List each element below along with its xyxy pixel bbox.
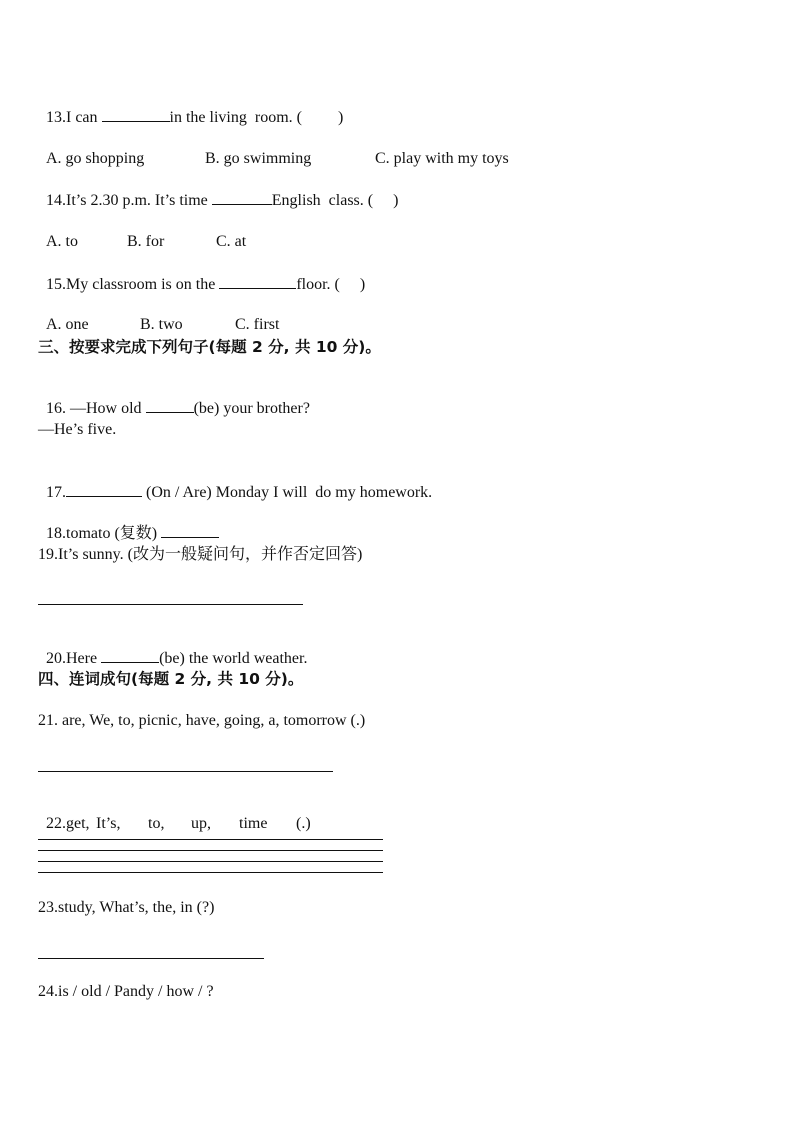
q13-options — [38, 129, 509, 169]
question-16-response: —He’s five. — [38, 421, 117, 438]
question-20 — [38, 628, 307, 669]
q13-option-c[interactable]: C. play with my toys — [375, 150, 509, 167]
question-19: 19.It’s sunny. (改为一般疑问句，并作否定回答) — [38, 546, 363, 563]
q15-option-b[interactable]: B. two — [140, 316, 183, 333]
q22-answer-line-3[interactable] — [38, 861, 383, 862]
q20-text-post: (be) the world weather. — [159, 650, 308, 667]
q22-word-6: (.) — [296, 815, 311, 832]
q14-option-a[interactable]: A. to — [46, 233, 78, 250]
q21-answer-line[interactable] — [38, 771, 333, 772]
q23-answer-line[interactable] — [38, 958, 264, 959]
q22-word-3: to, — [148, 815, 165, 832]
q16-text-pre: 16. —How old — [46, 400, 146, 417]
question-24: 24.is / old / Pandy / how / ? — [38, 983, 214, 1000]
q22-word-1: 22.get, — [46, 815, 90, 832]
q13-text-post: in the living room. ( — [169, 109, 302, 126]
q15-text-pre: 15.My classroom is on the — [46, 276, 220, 293]
q18-answer-blank[interactable] — [161, 523, 219, 538]
q14-text-pre: 14.It’s 2.30 p.m. It’s time — [46, 192, 212, 209]
q20-text-pre: 20.Here — [46, 650, 102, 667]
q20-answer-blank[interactable] — [101, 648, 159, 663]
question-14 — [38, 170, 398, 211]
question-18 — [38, 503, 219, 544]
question-22 — [38, 794, 311, 834]
q15-option-a[interactable]: A. one — [46, 316, 89, 333]
q13-close-paren: ) — [337, 109, 344, 126]
q15-options — [38, 295, 279, 335]
question-23: 23.study, What’s, the, in (?) — [38, 899, 215, 916]
q15-text-post: floor. ( — [296, 276, 340, 293]
q15-close-paren: ) — [359, 276, 366, 293]
q16-text-post: (be) your brother? — [193, 400, 310, 417]
q14-option-b[interactable]: B. for — [127, 233, 165, 250]
question-16 — [38, 378, 310, 419]
q17-text-post: (On / Are) Monday I will do my homework. — [142, 484, 433, 501]
question-13 — [38, 87, 343, 128]
q16-answer-blank[interactable] — [146, 398, 194, 413]
q14-options — [38, 212, 246, 252]
q13-text-pre: 13.I can — [46, 109, 102, 126]
q18-text-pre: 18.tomato (复数) — [46, 525, 162, 542]
q22-answer-line-1[interactable] — [38, 839, 383, 840]
q22-word-5: time — [239, 815, 268, 832]
q13-option-a[interactable]: A. go shopping — [46, 150, 145, 167]
q22-answer-line-4[interactable] — [38, 872, 383, 873]
question-15 — [38, 254, 365, 295]
question-21: 21. are, We, to, picnic, have, going, a, tomorrow (.) — [38, 712, 366, 729]
q15-answer-blank[interactable] — [219, 274, 296, 289]
section-3-title: 三、按要求完成下列句子(每题 2 分, 共 10 分)。 — [38, 338, 381, 356]
q22-word-4: up, — [191, 815, 211, 832]
q19-answer-line[interactable] — [38, 604, 303, 605]
q17-number: 17. — [46, 484, 66, 501]
q14-answer-blank[interactable] — [212, 190, 272, 205]
q22-answer-line-2[interactable] — [38, 850, 383, 851]
q14-close-paren: ) — [393, 192, 399, 209]
q15-option-c[interactable]: C. first — [235, 316, 280, 333]
q14-option-c[interactable]: C. at — [216, 233, 247, 250]
q22-word-2: It’s, — [96, 815, 121, 832]
section-4-title: 四、连词成句(每题 2 分, 共 10 分)。 — [38, 670, 304, 688]
q14-text-post: English class. ( — [271, 192, 374, 209]
question-17 — [38, 462, 432, 503]
q13-option-b[interactable]: B. go swimming — [205, 150, 312, 167]
q13-answer-blank[interactable] — [102, 107, 170, 122]
q17-answer-blank[interactable] — [66, 482, 142, 497]
